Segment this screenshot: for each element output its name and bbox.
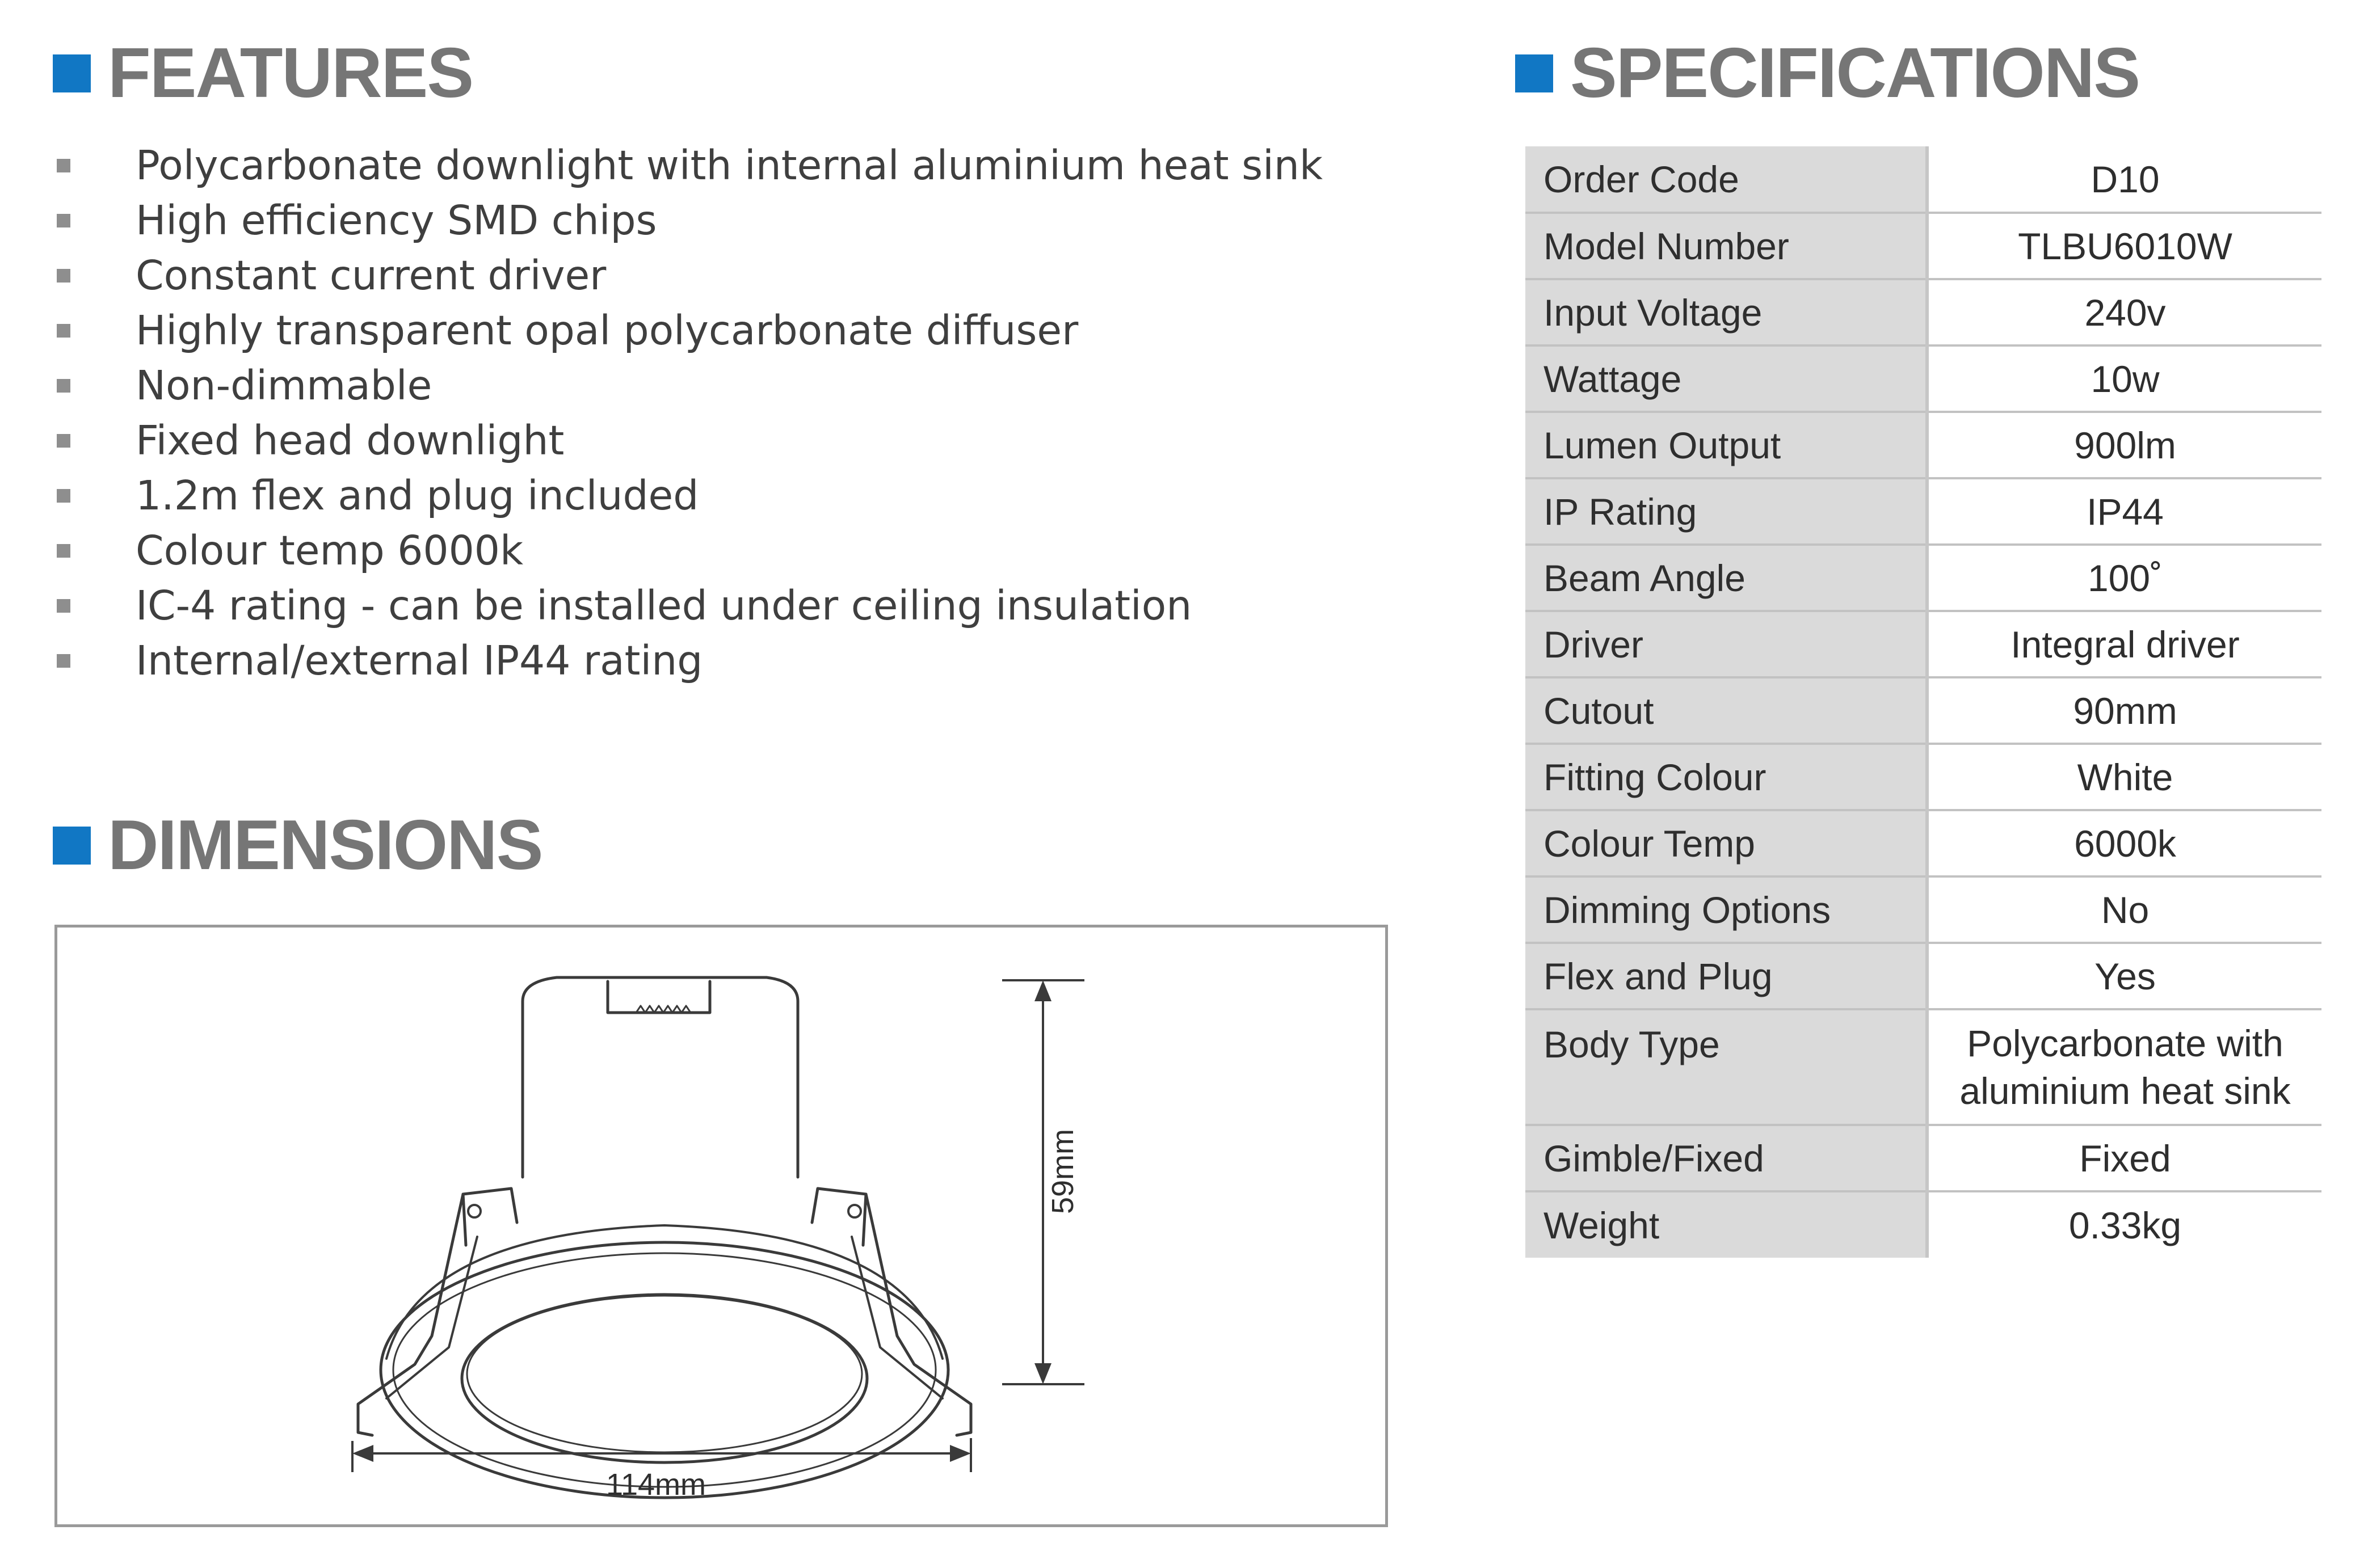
spec-value: Polycarbonate with aluminium heat sink: [1927, 1009, 2321, 1125]
list-item: Non-dimmable: [53, 358, 1386, 413]
spec-value: IP44: [1927, 478, 2321, 545]
dimensions-heading: [53, 806, 542, 884]
spec-label: Driver: [1525, 611, 1927, 677]
spec-label: Model Number: [1525, 213, 1927, 279]
bullet-icon: [57, 214, 70, 227]
spec-value: Fixed: [1927, 1125, 2321, 1191]
spec-label: Lumen Output: [1525, 412, 1927, 478]
section-marker-icon: [1515, 54, 1553, 92]
spec-value: Integral driver: [1927, 611, 2321, 677]
table-row: [1525, 677, 2321, 744]
bullet-icon: [57, 269, 70, 283]
spec-label: Beam Angle: [1525, 545, 1927, 611]
list-item: High efficiency SMD chips: [53, 193, 1386, 248]
list-item: 1.2m flex and plug included: [53, 468, 1386, 523]
bullet-icon: [57, 324, 70, 338]
table-row: [1525, 478, 2321, 545]
table-row: [1525, 213, 2321, 279]
table-row: [1525, 412, 2321, 478]
spec-label: Gimble/Fixed: [1525, 1125, 1927, 1191]
section-marker-icon: [53, 54, 91, 92]
list-item: IC-4 rating - can be installed under ceiling insulation: [53, 578, 1386, 633]
arrow-right-icon: [950, 1445, 971, 1462]
bullet-icon: [57, 434, 70, 448]
bullet-icon: [57, 489, 70, 503]
spec-label: Weight: [1525, 1191, 1927, 1258]
spec-value: Yes: [1927, 943, 2321, 1009]
spec-value: 240v: [1927, 279, 2321, 345]
spec-label: Order Code: [1525, 146, 1927, 213]
section-marker-icon: [53, 827, 91, 865]
downlight-drawing: [57, 928, 1385, 1524]
dimensions-title: DIMENSIONS: [108, 806, 542, 884]
spec-value: 900lm: [1927, 412, 2321, 478]
spec-value: 6000k: [1927, 810, 2321, 876]
spec-value: D10: [1927, 146, 2321, 213]
arrow-down-icon: [1034, 1363, 1051, 1384]
spec-label: Cutout: [1525, 677, 1927, 744]
table-row: [1525, 545, 2321, 611]
spec-label: IP Rating: [1525, 478, 1927, 545]
table-row: [1525, 279, 2321, 345]
spec-value: 10w: [1927, 345, 2321, 412]
spec-value: 0.33kg: [1927, 1191, 2321, 1258]
features-list: [53, 138, 1386, 688]
table-row: [1525, 345, 2321, 412]
bullet-icon: [57, 379, 70, 393]
table-row: [1525, 611, 2321, 677]
spec-value: No: [1927, 876, 2321, 943]
table-row: [1525, 744, 2321, 810]
spec-value: White: [1927, 744, 2321, 810]
table-row: [1525, 146, 2321, 213]
arrow-up-icon: [1034, 980, 1051, 1001]
spec-label: Dimming Options: [1525, 876, 1927, 943]
specifications-table: [1525, 146, 2321, 1258]
spec-label: Wattage: [1525, 345, 1927, 412]
spec-label: Body Type: [1525, 1009, 1927, 1125]
dimension-drawing-box: [54, 925, 1388, 1527]
specifications-heading: [1515, 34, 2140, 112]
list-item: Polycarbonate downlight with internal aluminium heat sink: [53, 138, 1386, 193]
table-row: [1525, 810, 2321, 876]
spec-value: 90mm: [1927, 677, 2321, 744]
height-label: 59mm: [1046, 1128, 1080, 1215]
list-item: Fixed head downlight: [53, 413, 1386, 468]
specifications-title: SPECIFICATIONS: [1570, 34, 2140, 112]
table-row: [1525, 1191, 2321, 1258]
table-row: [1525, 876, 2321, 943]
list-item: Constant current driver: [53, 248, 1386, 303]
list-item: Colour temp 6000k: [53, 523, 1386, 578]
bullet-icon: [57, 544, 70, 558]
bullet-icon: [57, 599, 70, 613]
features-heading: [53, 34, 473, 112]
arrow-left-icon: [352, 1445, 373, 1462]
features-title: FEATURES: [108, 34, 473, 112]
spec-label: Input Voltage: [1525, 279, 1927, 345]
list-item: Internal/external IP44 rating: [53, 633, 1386, 688]
spec-value: 100˚: [1927, 545, 2321, 611]
table-row: [1525, 1009, 2321, 1125]
width-label: 114mm: [605, 1468, 706, 1502]
spec-label: Flex and Plug: [1525, 943, 1927, 1009]
spec-label: Colour Temp: [1525, 810, 1927, 876]
table-row: [1525, 1125, 2321, 1191]
spec-value: TLBU6010W: [1927, 213, 2321, 279]
list-item: Highly transparent opal polycarbonate diffuser: [53, 303, 1386, 358]
spec-label: Fitting Colour: [1525, 744, 1927, 810]
bullet-icon: [57, 159, 70, 172]
table-row: [1525, 943, 2321, 1009]
bullet-icon: [57, 654, 70, 668]
